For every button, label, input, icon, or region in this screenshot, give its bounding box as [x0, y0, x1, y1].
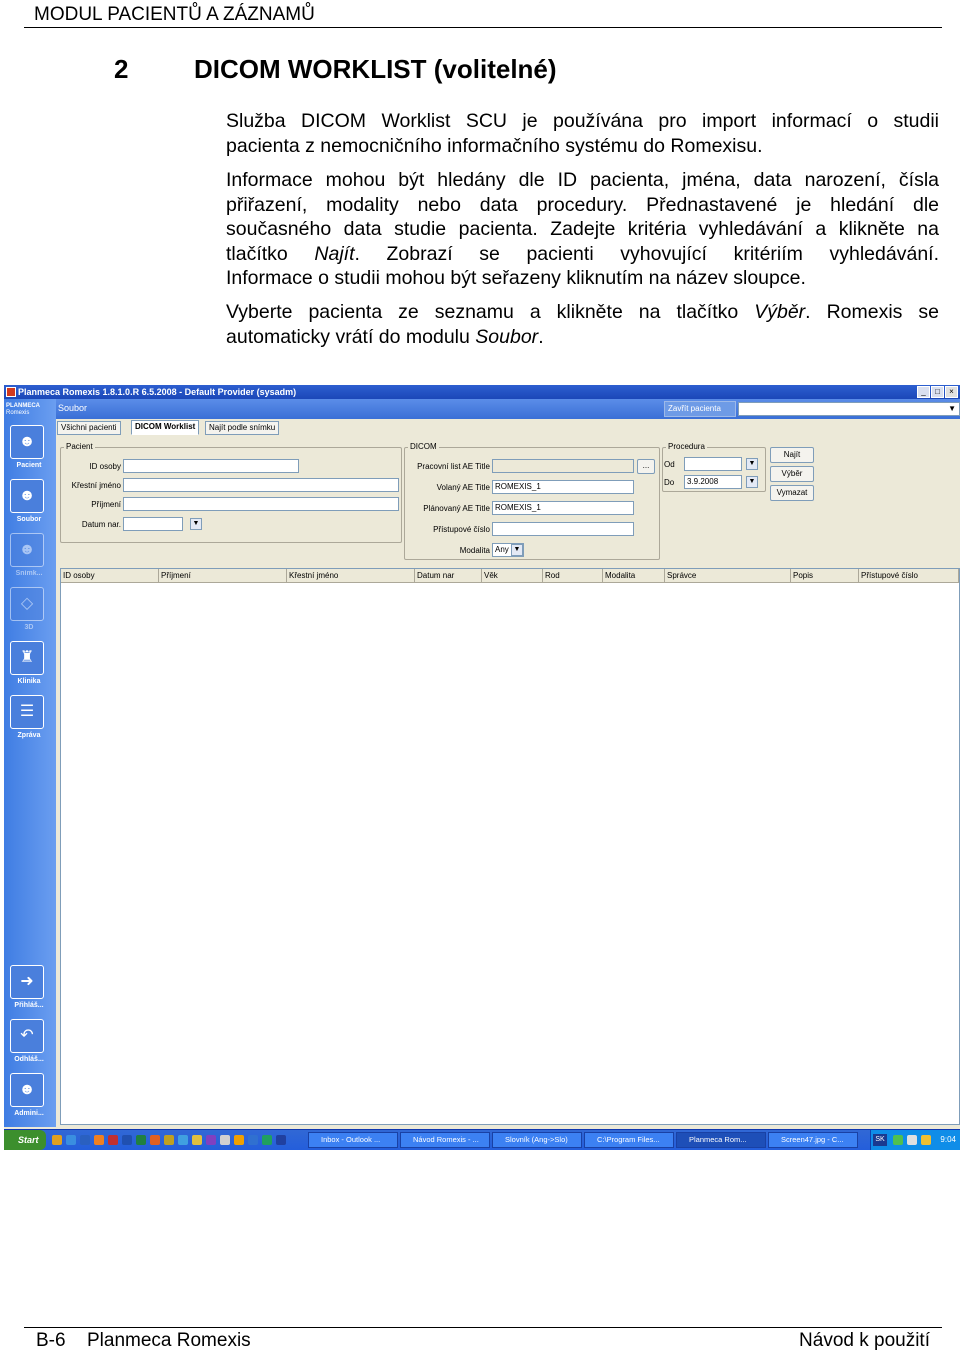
file-nav-icon[interactable]: ☻: [10, 479, 44, 513]
accession-input[interactable]: [492, 522, 634, 536]
tab-dicom-worklist[interactable]: DICOM Worklist: [131, 420, 199, 435]
worklist-browse-button[interactable]: ...: [637, 459, 655, 474]
windows-taskbar: [4, 1129, 960, 1150]
dicom-group-label: DICOM: [410, 442, 437, 451]
column-header[interactable]: Popis: [791, 569, 859, 583]
label-scheduled-ae: Plánovaný AE Title: [423, 504, 490, 513]
scheduled-ae-input[interactable]: ROMEXIS_1: [492, 501, 634, 515]
minimize-icon[interactable]: _: [917, 386, 930, 398]
text-line: Informace o studii mohou být seřazeny kliknutím na název sloupce.: [226, 267, 806, 289]
quicklaunch-icon[interactable]: [220, 1135, 230, 1145]
report-nav-icon[interactable]: ☰: [10, 695, 44, 729]
text-run-italic: Najít: [314, 242, 355, 265]
quicklaunch-icon[interactable]: [66, 1135, 76, 1145]
od-date-input[interactable]: [684, 457, 742, 471]
romexis-screenshot: [4, 385, 960, 1150]
text-run: .: [538, 325, 544, 348]
text-line: Služba DICOM Worklist SCU je používána pro import informací o studii: [226, 110, 939, 132]
krestni-jmeno-input[interactable]: [123, 478, 399, 492]
taskbar-item[interactable]: Návod Romexis - ...: [400, 1132, 490, 1148]
modality-dropdown-icon[interactable]: ▼: [511, 544, 523, 556]
footer-page-code: B-6: [36, 1330, 66, 1351]
patient-select[interactable]: ▼: [738, 402, 960, 416]
taskbar-item-active[interactable]: Planmeca Rom...: [676, 1132, 766, 1148]
quicklaunch-icon[interactable]: [206, 1135, 216, 1145]
quicklaunch-icon[interactable]: [52, 1135, 62, 1145]
window-title: Planmeca Romexis 1.8.1.0.R 6.5.2008 - Default Provider (sysadm): [18, 387, 297, 397]
label-accession: Přístupové číslo: [433, 525, 490, 534]
app-icon: [6, 387, 16, 397]
sidebar-label-prihlas: Přihláš...: [14, 1002, 44, 1009]
quicklaunch-icon[interactable]: [178, 1135, 188, 1145]
do-dropdown-icon[interactable]: ▼: [746, 476, 758, 488]
taskbar-item[interactable]: Screen47.jpg - C...: [768, 1132, 858, 1148]
paragraph-3: [226, 300, 939, 349]
planmeca-logo: [6, 403, 56, 417]
logout-nav-icon[interactable]: ↶: [10, 1019, 44, 1053]
maximize-icon[interactable]: □: [931, 386, 944, 398]
footer-product: Planmeca Romexis: [87, 1330, 251, 1351]
text-run: tlačítko: [226, 242, 315, 265]
patient-group-label: Pacient: [66, 442, 93, 451]
column-header[interactable]: Křestní jméno: [287, 569, 415, 583]
image-nav-icon[interactable]: ☻: [10, 533, 44, 567]
label-prijmeni: Příjmení: [91, 500, 121, 509]
label-od: Od: [664, 460, 675, 469]
paragraph-1: [226, 109, 939, 158]
close-icon[interactable]: ×: [945, 386, 958, 398]
quicklaunch-icon[interactable]: [262, 1135, 272, 1145]
column-header[interactable]: Správce: [665, 569, 791, 583]
text-run-italic: Soubor: [475, 325, 539, 348]
section-title: DICOM WORKLIST (volitelné): [194, 54, 557, 84]
label-id-osoby: ID osoby: [89, 462, 121, 471]
section-number: 2: [114, 54, 129, 84]
logo-subtext: Romexis: [6, 410, 30, 416]
module-title: Soubor: [58, 403, 88, 413]
quicklaunch-icon[interactable]: [192, 1135, 202, 1145]
quicklaunch-icon[interactable]: [164, 1135, 174, 1145]
label-do: Do: [664, 478, 675, 487]
text-line: přiřazení, modality nebo data procedury. Přednastavené je hledání dle: [226, 193, 939, 216]
sidebar-label-pacient: Pacient: [16, 462, 42, 469]
text-line: současného data studie pacienta. Zadejte kritéria vyhledávání a klikněte na: [226, 218, 939, 240]
window-title-bar: [4, 385, 960, 399]
clinic-nav-icon[interactable]: ♜: [10, 641, 44, 675]
do-date-input[interactable]: 3.9.2008: [684, 475, 742, 489]
taskbar-item[interactable]: C:\Program Files...: [584, 1132, 674, 1148]
quicklaunch-icon[interactable]: [248, 1135, 258, 1145]
text-run: Vyberte pacienta ze seznamu a klikněte na tlačítko: [226, 301, 755, 323]
taskbar-item[interactable]: Inbox - Outlook ...: [308, 1132, 398, 1148]
column-header[interactable]: Příjmení: [159, 569, 287, 583]
text-line: [226, 242, 939, 267]
running-header: MODUL PACIENTŮ A ZÁZNAMŮ: [34, 4, 315, 25]
vymazat-button[interactable]: Vymazat: [770, 485, 814, 501]
sidebar-label-zprava: Zpráva: [17, 732, 41, 739]
quicklaunch-icon[interactable]: [80, 1135, 90, 1145]
label-called-ae: Volaný AE Title: [436, 483, 490, 492]
quicklaunch-icon[interactable]: [276, 1135, 286, 1145]
sidebar: [4, 399, 56, 1127]
prijmeni-input[interactable]: [123, 497, 399, 511]
column-header[interactable]: Datum nar: [415, 569, 482, 583]
column-header[interactable]: Věk: [482, 569, 543, 583]
quicklaunch-icon[interactable]: [108, 1135, 118, 1145]
footer-rule: [24, 1327, 942, 1328]
close-patient-button[interactable]: Zavřít pacienta: [664, 401, 736, 417]
column-header[interactable]: Modalita: [603, 569, 665, 583]
modality-select[interactable]: Any: [492, 543, 524, 557]
called-ae-input[interactable]: ROMEXIS_1: [492, 480, 634, 494]
label-datum-nar: Datum nar.: [81, 520, 121, 529]
quicklaunch-icon[interactable]: [94, 1135, 104, 1145]
header-rule: [24, 27, 942, 28]
worklist-table: [60, 568, 960, 1125]
text-line: pacienta z nemocničního informačního systému do Romexisu.: [226, 134, 763, 157]
language-indicator[interactable]: SK: [873, 1134, 887, 1146]
sidebar-label-klinika: Klinika: [17, 678, 41, 685]
column-header[interactable]: Rod: [543, 569, 603, 583]
text-run: . Romexis se: [805, 301, 939, 323]
paragraph-2: [226, 168, 939, 291]
quicklaunch-icon[interactable]: [150, 1135, 160, 1145]
sidebar-label-3d: 3D: [24, 624, 34, 631]
quicklaunch-icon[interactable]: [122, 1135, 132, 1145]
tray-icon[interactable]: [907, 1135, 917, 1145]
text-line: [226, 300, 939, 325]
clock: 9:04: [940, 1135, 956, 1144]
system-tray: [870, 1130, 960, 1150]
label-krestni-jmeno: Křestní jméno: [71, 481, 121, 490]
label-worklist-ae: Pracovní list AE Title: [417, 462, 490, 471]
worklist-ae-input[interactable]: [492, 459, 634, 473]
tray-icon[interactable]: [893, 1135, 903, 1145]
login-nav-icon[interactable]: ➜: [10, 965, 44, 999]
text-line: Informace mohou být hledány dle ID pacienta, jména, data narození, čísla: [226, 169, 939, 191]
logo-text: PLANMECA: [6, 403, 40, 409]
tab-najit-podle-snimku[interactable]: Najít podle snímku: [205, 421, 279, 435]
footer-doc-title: Návod k použití: [799, 1330, 930, 1351]
3d-nav-icon[interactable]: ◇: [10, 587, 44, 621]
text-line: [226, 325, 939, 350]
text-run-italic: Výběr: [754, 301, 806, 323]
datum-nar-input[interactable]: [123, 517, 183, 531]
najit-button[interactable]: Najít: [770, 447, 814, 463]
taskbar-item[interactable]: Slovník (Ang->Slo): [492, 1132, 582, 1148]
start-button[interactable]: Start: [4, 1130, 46, 1150]
sidebar-label-admin: Admini...: [14, 1110, 44, 1117]
datum-nar-dropdown-icon[interactable]: ▼: [190, 518, 202, 530]
tray-icon[interactable]: [921, 1135, 931, 1145]
column-header[interactable]: ID osoby: [61, 569, 159, 583]
sidebar-label-odhlas: Odhláš...: [14, 1056, 44, 1063]
od-dropdown-icon[interactable]: ▼: [746, 458, 758, 470]
text-run: automaticky vrátí do modulu: [226, 325, 476, 348]
quicklaunch-icon[interactable]: [234, 1135, 244, 1145]
tab-vsichni-pacienti[interactable]: Všichni pacienti: [57, 421, 121, 435]
procedure-group-label: Procedura: [668, 442, 705, 451]
admin-nav-icon[interactable]: ☻: [10, 1073, 44, 1107]
text-run: . Zobrazí se pacienti vyhovující kritériím vyhledávání.: [354, 242, 939, 265]
sidebar-label-snimky: Snímk...: [15, 570, 43, 577]
patient-nav-icon[interactable]: ☻: [10, 425, 44, 459]
vyber-button[interactable]: Výběr: [770, 466, 814, 482]
quicklaunch-icon[interactable]: [136, 1135, 146, 1145]
column-header[interactable]: Přístupové číslo: [859, 569, 959, 583]
id-osoby-input[interactable]: [123, 459, 299, 473]
label-modality: Modalita: [459, 546, 490, 555]
sidebar-label-soubor: Soubor: [16, 516, 42, 523]
